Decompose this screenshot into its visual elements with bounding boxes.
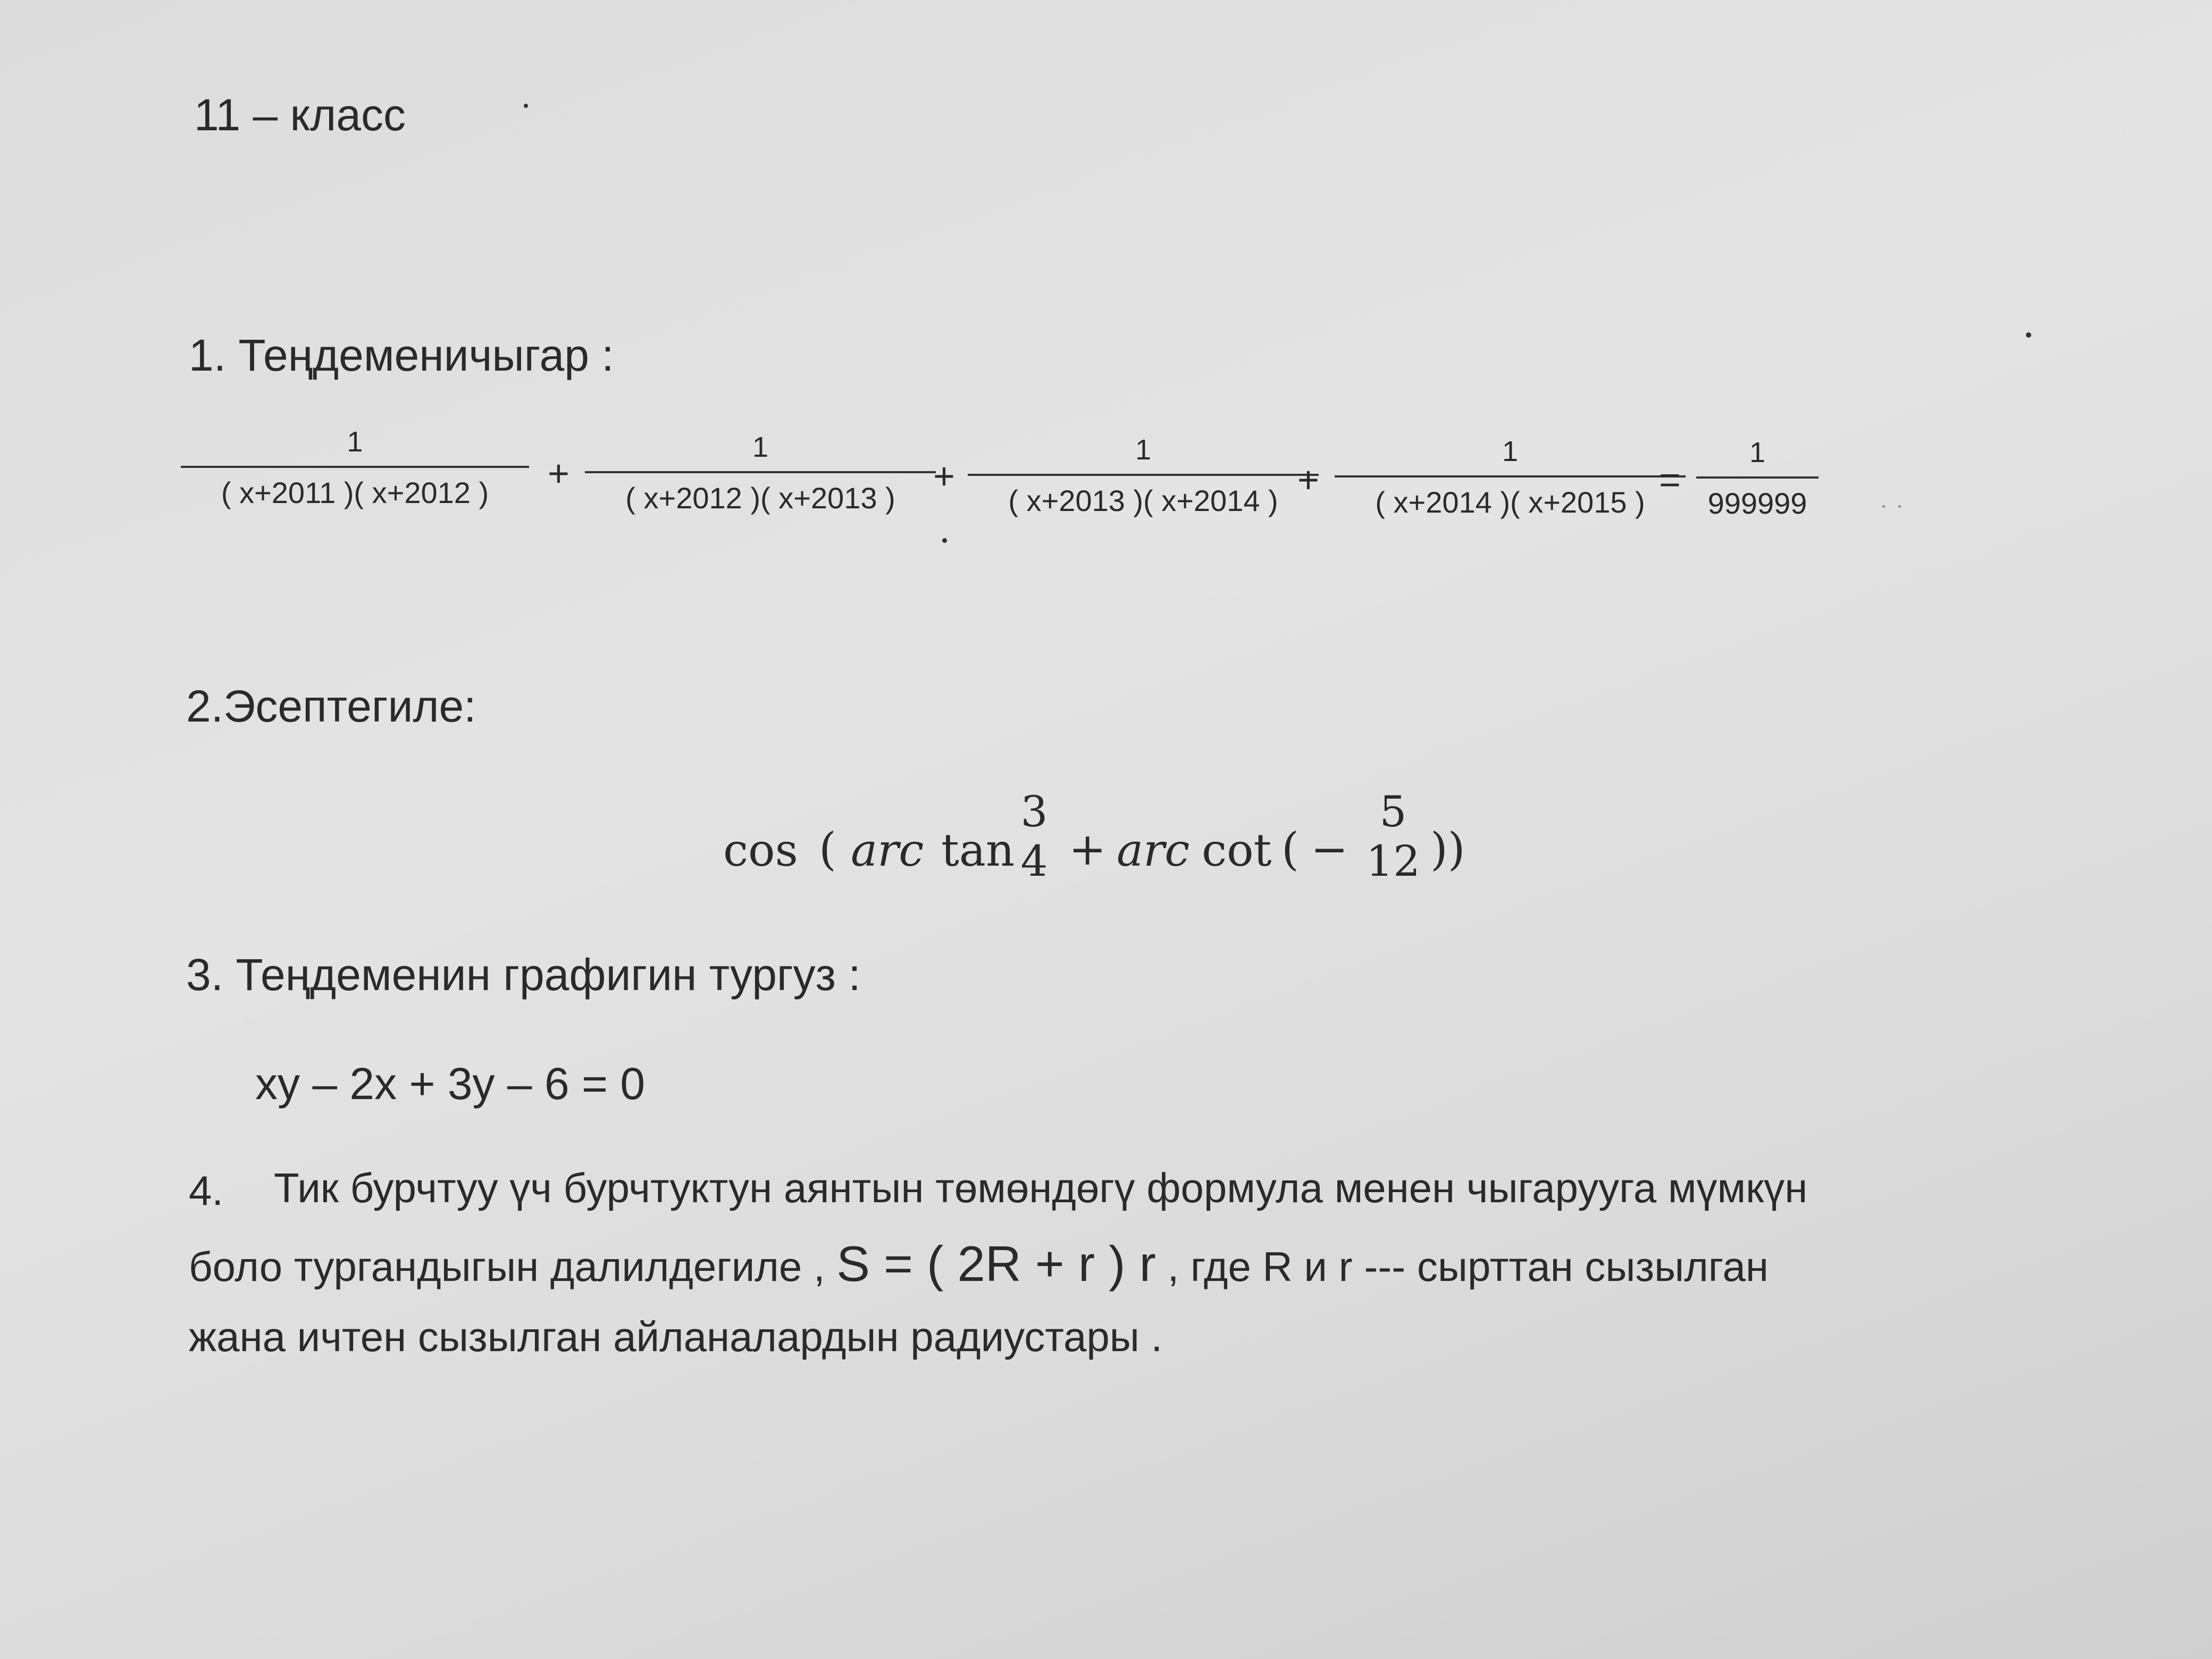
paper-speck — [1882, 505, 1885, 508]
q1-fraction-3 — [968, 433, 1319, 518]
q1-fraction-1-numerator: 1 — [347, 426, 363, 458]
paper-speck — [524, 104, 528, 108]
q4-number: 4. — [189, 1167, 224, 1214]
q1-plus-2: + — [933, 455, 955, 497]
q3-equation: xy – 2x + 3y – 6 = 0 — [255, 1059, 646, 1109]
q1-fraction-2-numerator: 1 — [752, 431, 769, 463]
q4-line-2 — [189, 1236, 1769, 1292]
q2-fraction-5-12-numerator: 5 — [1379, 787, 1407, 836]
q4-line-1: Тик бурчтуу үч бурчтуктун аянтын төмөндөгү формула менен чыгарууга мүмкүн — [274, 1164, 1808, 1211]
q2-fraction-5-12 — [1361, 787, 1425, 886]
q1-equals: = — [1659, 459, 1681, 500]
q2-tan: tan — [941, 824, 1015, 876]
q2-arc-1: arc — [851, 824, 924, 876]
q1-fraction-4-numerator: 1 — [1502, 435, 1519, 467]
paper-speck — [1898, 505, 1901, 508]
paper-speck — [2026, 332, 2031, 338]
q2-fraction-3-4 — [1016, 787, 1053, 886]
q1-fraction-1 — [181, 425, 529, 510]
q1-rhs-numerator: 1 — [1749, 437, 1766, 468]
q2-open-paren-2: ( — [1281, 823, 1299, 875]
q2-expression — [723, 776, 1521, 915]
q1-fraction-3-denominator: ( x+2013 )( x+2014 ) — [1008, 484, 1278, 517]
q1-plus-1: + — [548, 453, 569, 494]
paper-speck — [942, 538, 947, 543]
q2-fraction-3-4-denominator: 4 — [1020, 836, 1048, 886]
q2-close-parens: )) — [1430, 823, 1465, 875]
q2-fraction-5-12-denominator: 12 — [1366, 836, 1420, 886]
q1-plus-3: + — [1297, 459, 1319, 500]
q4-line-2-start: боло тургандыгын далилдегиле , — [189, 1243, 825, 1290]
q4-formula: S = ( 2R + r ) r — [836, 1236, 1156, 1292]
q2-plus: + — [1069, 823, 1107, 875]
q2-title: 2.Эсептегиле: — [186, 681, 476, 731]
q1-fraction-1-denominator: ( x+2011 )( x+2012 ) — [221, 476, 489, 509]
q2-cos: cos — [723, 824, 798, 876]
class-title: 11 – класс — [194, 90, 406, 140]
q1-fraction-2 — [585, 431, 936, 515]
q3-title: 3. Теңдеменин графигин тургуз : — [186, 950, 861, 1000]
q1-title: 1. Теңдеменичыгар : — [189, 330, 614, 380]
q1-equation — [181, 425, 1856, 553]
q2-open-paren-1: ( — [819, 823, 836, 875]
q4-line-2-end: , где R и r --- сырттан сызылган — [1167, 1243, 1769, 1290]
q2-fraction-3-4-numerator: 3 — [1020, 787, 1048, 836]
q2-cot: cot — [1202, 824, 1272, 876]
q1-rhs-denominator: 999999 — [1707, 487, 1807, 520]
q1-fraction-3-numerator: 1 — [1135, 434, 1152, 466]
q1-fraction-4-denominator: ( x+2014 )( x+2015 ) — [1375, 485, 1645, 519]
q2-minus: − — [1311, 823, 1348, 875]
q1-fraction-2-denominator: ( x+2012 )( x+2013 ) — [625, 481, 895, 515]
q4-line-3: жана ичтен сызылган айланалардын радиустары . — [189, 1313, 1163, 1360]
q1-fraction-4 — [1335, 435, 1686, 520]
q2-arc-2: arc — [1117, 824, 1190, 876]
q1-rhs-fraction — [1696, 436, 1819, 521]
